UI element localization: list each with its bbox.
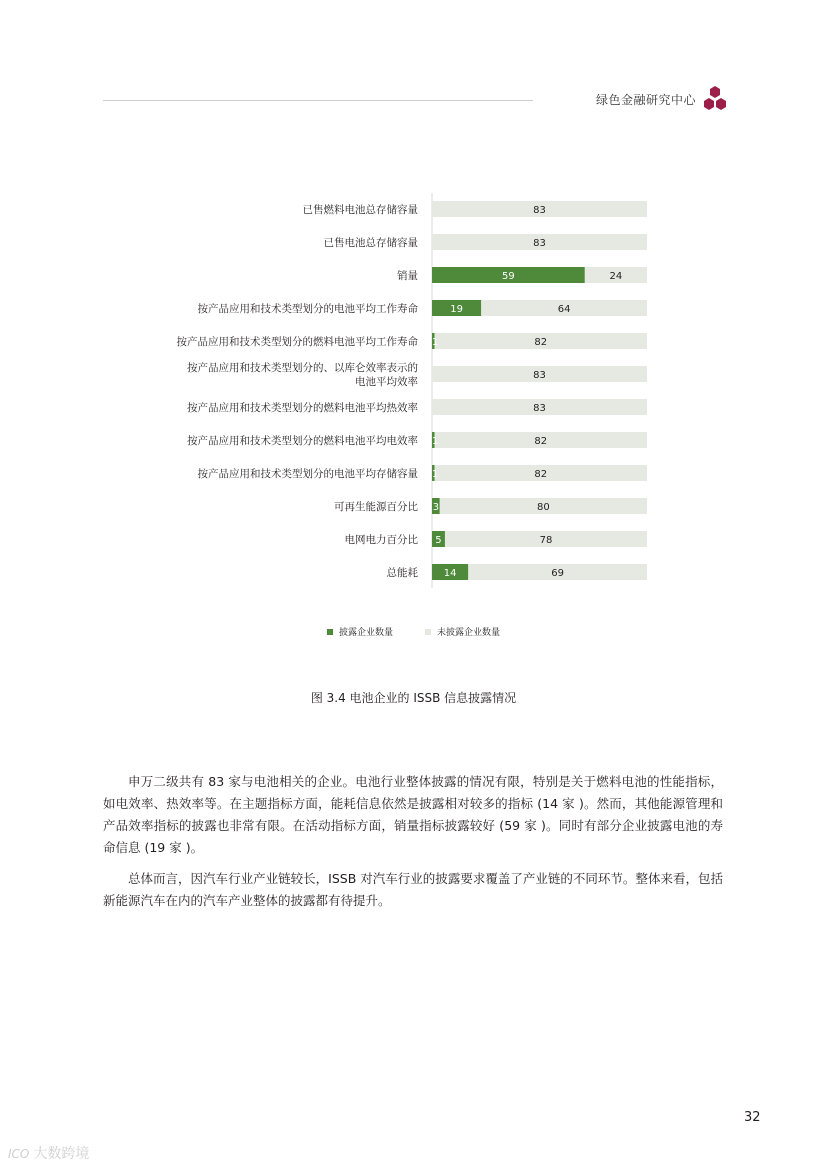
category-label: 已售电池总存储容量 xyxy=(323,237,418,249)
data-label-disclosed: 3 xyxy=(432,502,440,513)
data-label-not-disclosed: 82 xyxy=(534,436,548,447)
category-label: 按产品应用和技术类型划分的燃料电池平均热效率 xyxy=(187,402,418,414)
body-paragraph-1: 申万二级共有 83 家与电池相关的企业。电池行业整体披露的情况有限，特别是关于燃料电池的性能指标，如电效率、热效率等。在主题指标方面，能耗信息依然是披露相对较多的指标 (14 家 )。然而，其他能源管理和产品效率指标的披露也非常有限。在活动指标方面，销量指标披露较好 (59 家 )。同时有部分企业披露电池的寿命信息 (19 家 )。 xyxy=(103,774,723,855)
data-label-not-disclosed: 83 xyxy=(533,370,546,381)
data-label-disclosed: 0 xyxy=(431,370,439,381)
category-label: 电网电力百分比 xyxy=(344,534,418,546)
figure-caption: 图 3.4 电池企业的 ISSB 信息披露情况 xyxy=(310,691,517,705)
data-label-not-disclosed: 82 xyxy=(534,337,548,348)
page-number: 32 xyxy=(744,1110,761,1125)
data-label-disclosed: 1 xyxy=(431,337,439,348)
category-label: 按产品应用和技术类型划分的电池平均存储容量 xyxy=(197,468,418,480)
category-label: 按产品应用和技术类型划分的燃料电池平均工作寿命 xyxy=(176,336,418,348)
watermark-text: 大数跨境 xyxy=(33,1146,90,1162)
category-label: 总能耗 xyxy=(386,567,418,579)
data-label-not-disclosed: 83 xyxy=(533,238,546,249)
watermark xyxy=(8,1143,89,1163)
data-label-not-disclosed: 82 xyxy=(534,469,548,480)
data-label-disclosed: 59 xyxy=(502,271,515,282)
header-title: 绿色金融研究中心 xyxy=(596,93,697,107)
data-label-not-disclosed: 69 xyxy=(551,568,564,579)
data-label-disclosed: 19 xyxy=(450,304,463,315)
data-label-not-disclosed: 24 xyxy=(609,271,623,282)
category-label: 可再生能源百分比 xyxy=(334,501,418,513)
category-label: 按产品应用和技术类型划分的、以库仑效率表示的电池平均效率 xyxy=(187,362,418,388)
data-label-not-disclosed: 78 xyxy=(539,535,553,546)
category-label: 按产品应用和技术类型划分的燃料电池平均电效率 xyxy=(187,435,418,447)
data-label-not-disclosed: 83 xyxy=(533,205,546,216)
category-label: 按产品应用和技术类型划分的电池平均工作寿命 xyxy=(197,303,418,315)
data-label-not-disclosed: 64 xyxy=(557,304,571,315)
data-label-not-disclosed: 80 xyxy=(537,502,550,513)
legend-label-disclosed: 披露企业数量 xyxy=(339,628,394,638)
data-label-disclosed: 0 xyxy=(431,403,439,414)
watermark-mark: ICO xyxy=(8,1147,30,1161)
data-label-disclosed: 1 xyxy=(431,436,439,447)
data-label-disclosed: 0 xyxy=(431,205,439,216)
body-paragraph-2: 总体而言，因汽车行业产业链较长，ISSB 对汽车行业的披露要求覆盖了产业链的不同环节。整体来看，包括新能源汽车在内的汽车产业整体的披露都有待提升。 xyxy=(103,871,723,908)
data-label-disclosed: 5 xyxy=(435,535,442,546)
data-label-disclosed: 14 xyxy=(443,568,457,579)
legend-swatch-disclosed xyxy=(327,629,333,635)
category-label: 销量 xyxy=(397,270,418,282)
category-label: 已售燃料电池总存储容量 xyxy=(302,204,418,216)
legend-swatch-not-disclosed xyxy=(425,629,431,635)
data-label-disclosed: 0 xyxy=(431,238,439,249)
legend-label-not-disclosed: 未披露企业数量 xyxy=(437,628,501,638)
data-label-not-disclosed: 83 xyxy=(533,403,546,414)
data-label-disclosed: 1 xyxy=(431,469,439,480)
